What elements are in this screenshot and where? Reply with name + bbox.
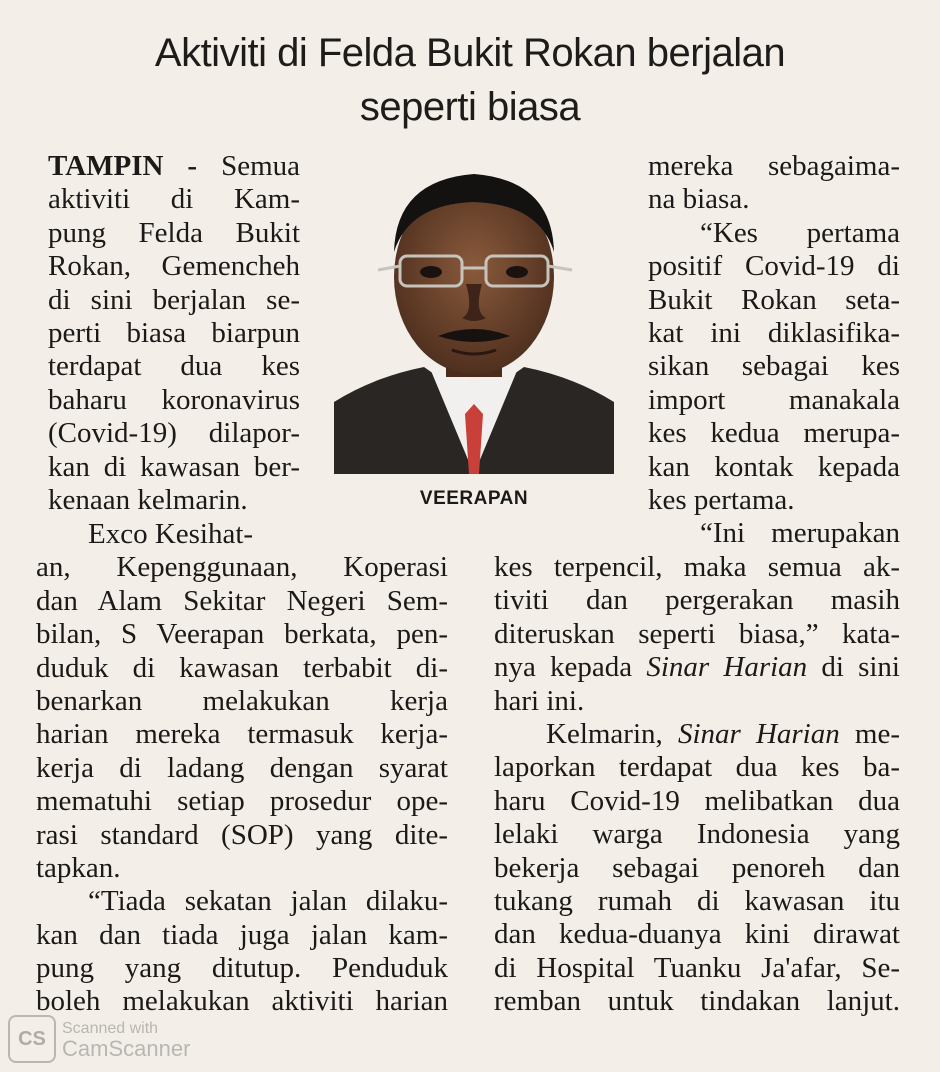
col3-line-6: sikan sebagai kes — [648, 350, 900, 383]
col3-line-2: “Kes pertama — [700, 216, 900, 249]
col1-line-1: aktiviti di Kam- — [48, 183, 300, 216]
col4-line-12: di Hospital Tuanku Ja'afar, Se- — [494, 951, 900, 984]
col3-line-11: “Ini merupakan — [700, 517, 900, 550]
portrait-illustration — [334, 152, 614, 474]
col2-line-7: kerja di ladang dengan syarat — [36, 751, 448, 784]
col1-line-8: (Covid-19) dilapor- — [48, 417, 300, 450]
column-1 — [48, 150, 300, 517]
col3-line-7: import manakala — [648, 383, 900, 416]
col2-line-9: rasi standard (SOP) yang dite- — [36, 818, 448, 851]
col4-line-4: hari ini. — [494, 684, 585, 717]
col1-line-9: kan di kawasan ber- — [48, 450, 300, 483]
headline — [40, 26, 900, 134]
col3-line-10: kes pertama. — [648, 483, 795, 516]
col4-line-7: haru Covid-19 melibatkan dua — [494, 784, 900, 817]
col3-line-5: kat ini diklasifika- — [648, 316, 900, 349]
col4-line-9: bekerja sebagai penoreh dan — [494, 851, 900, 884]
watermark-text: Scanned with CamScanner — [62, 1020, 191, 1061]
col2-line-11: “Tiada sekatan jalan dilaku- — [88, 885, 448, 918]
col3-line-8: kes kedua merupa- — [648, 417, 900, 450]
dateline: TAMPIN - — [48, 150, 198, 182]
col4-line-0: kes terpencil, maka semua ak- — [494, 551, 900, 583]
col4-line-10: tukang rumah di kawasan itu — [494, 884, 900, 917]
camscanner-watermark — [8, 1014, 190, 1064]
headline-line-1: Aktiviti di Felda Bukit Rokan berjalan — [154, 31, 786, 75]
col3-line-3: positif Covid-19 di — [648, 250, 900, 283]
col2-line-0: Exco Kesihat- — [88, 518, 254, 550]
col4-line-11: dan kedua-duanya kini dirawat — [494, 918, 900, 951]
col2-line-3: bilan, S Veerapan berkata, pen- — [36, 618, 448, 651]
col2-line-13: pung yang ditutup. Penduduk — [36, 952, 448, 985]
col2-line-2: dan Alam Sekitar Negeri Sem- — [36, 584, 448, 617]
col4-line-5: Kelmarin, Sinar Harian me- — [546, 717, 900, 750]
col2-line-8: mematuhi setiap prosedur ope- — [36, 785, 448, 818]
col1-line-6: terdapat dua kes — [48, 350, 300, 383]
col2-line-5: benarkan melakukan kerja — [36, 684, 448, 717]
col1-line-3: Rokan, Gemencheh — [48, 250, 300, 283]
col2-line-12: kan dan tiada juga jalan kam- — [36, 918, 448, 951]
col1-line-0: TAMPIN - Semua — [48, 150, 301, 182]
col4-line-6: laporkan terdapat dua kes ba- — [494, 751, 900, 784]
col1-line-10: kenaan kelmarin. — [48, 483, 248, 516]
col2-line-14: boleh melakukan aktiviti harian — [36, 985, 448, 1018]
column-3 — [648, 150, 900, 551]
column-2 — [36, 518, 448, 1019]
publication-name: Sinar Harian — [677, 717, 840, 750]
col3-line-9: kan kontak kepada — [648, 450, 900, 483]
col3-line-0: mereka sebagaima- — [648, 150, 900, 182]
publication-name: Sinar Harian — [646, 651, 808, 684]
col1-line-5: perti biasa biarpun — [48, 316, 300, 349]
col2-line-4: duduk di kawasan terbabit di- — [36, 651, 448, 684]
col4-line-1: tiviti dan pergerakan masih — [494, 584, 900, 617]
col2-line-1: an, Kepenggunaan, Koperasi — [36, 551, 448, 584]
col4-line-3: nya kepada Sinar Harian di sini — [494, 651, 900, 684]
col3-line-4: Bukit Rokan seta- — [648, 283, 900, 316]
col3-line-1: na biasa. — [648, 183, 750, 216]
col1-line-2: pung Felda Bukit — [48, 216, 300, 249]
col4-line-8: lelaki warga Indonesia yang — [494, 818, 900, 851]
headline-line-2: seperti biasa — [359, 85, 581, 129]
camscanner-logo-icon: CS — [8, 1015, 56, 1063]
col2-line-6: harian mereka termasuk kerja- — [36, 718, 448, 751]
col4-line-13: remban untuk tindakan lanjut. — [494, 985, 900, 1018]
column-4 — [494, 551, 900, 1018]
col4-line-2: diteruskan seperti biasa,” kata- — [494, 617, 900, 650]
portrait-photo — [334, 152, 614, 474]
col1-line-7: baharu koronavirus — [48, 383, 300, 416]
photo-caption: VEERAPAN — [419, 488, 529, 509]
col2-line-10: tapkan. — [36, 851, 121, 884]
col1-line-4: di sini berjalan se- — [48, 283, 300, 316]
